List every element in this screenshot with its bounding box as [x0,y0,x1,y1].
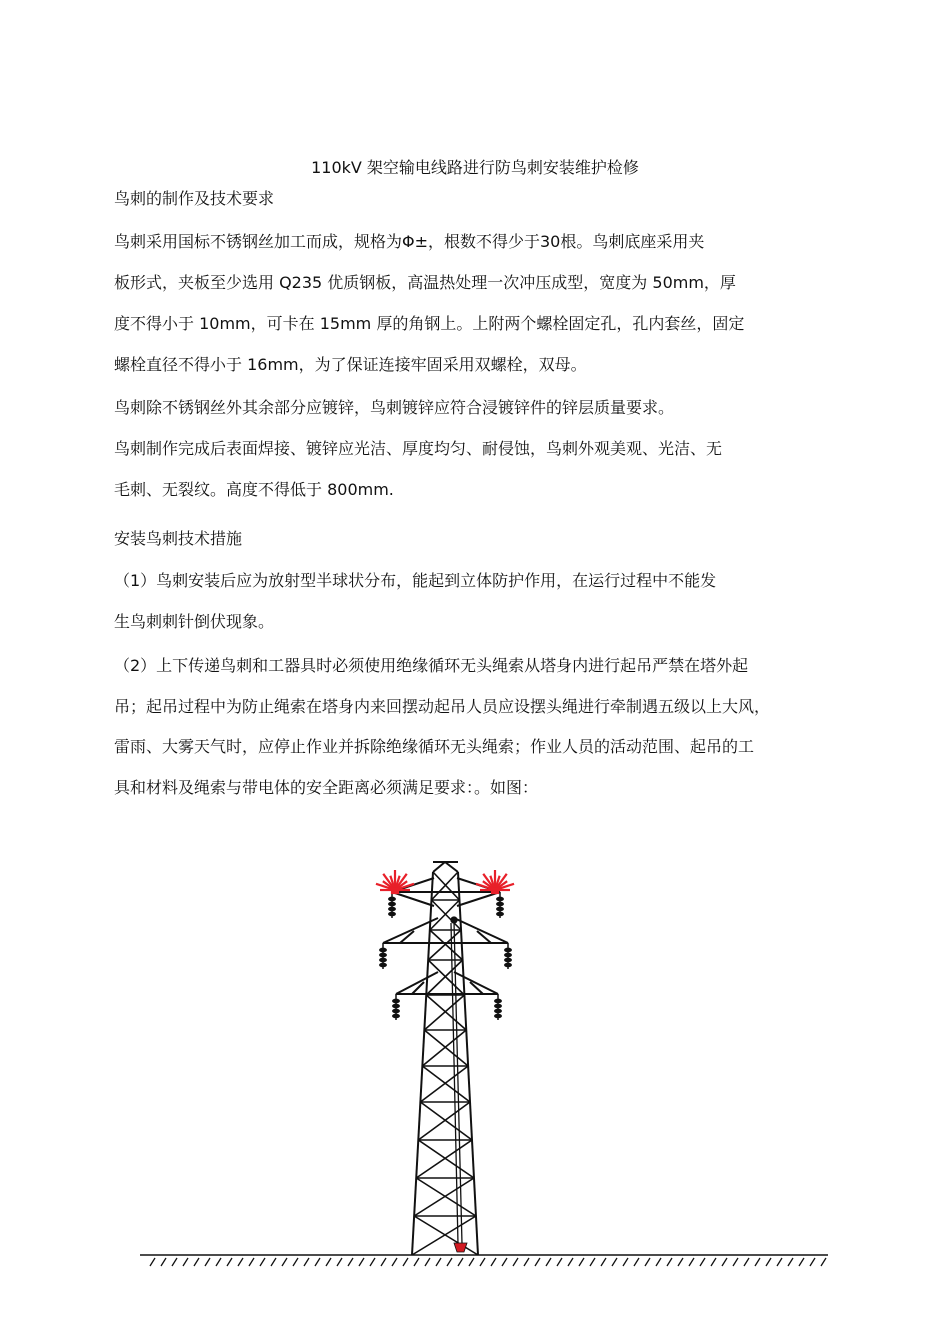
ground-hatch [183,1258,188,1266]
insulator-disc [380,953,386,956]
bird-spike-base [492,889,498,893]
tower-brace [424,995,464,1030]
list-item-line: 生鸟刺刺针倒伏现象。 [114,612,275,631]
list-item-line: 雷雨、大雾天气时，应停止作业并拆除绝缘循环无头绳索；作业人员的活动范围、起吊的工 [114,737,755,756]
list-item-line: （2）上下传递鸟刺和工器具时必须使用绝缘循环无头绳索从塔身内进行起吊严禁在塔外起 [114,656,749,675]
ground-hatch [337,1258,342,1266]
tower-brace [431,900,461,930]
ground-hatch [172,1258,177,1266]
ground-hatch [271,1258,276,1266]
ground-hatch [392,1258,397,1266]
ground-hatch [557,1258,562,1266]
ground-hatch [601,1258,606,1266]
ground-hatch [546,1258,551,1266]
ground-hatch [755,1258,760,1266]
ground-hatch [689,1258,694,1266]
insulators [380,892,511,1020]
bird-spike-left-icon [376,870,414,893]
document-title: 110kV 架空输电线路进行防鸟刺安装维护检修 [311,158,639,177]
ground-hatch [304,1258,309,1266]
paragraph-line: 板形式，夹板至少选用 Q235 优质钢板，高温热处理一次冲压成型，宽度为 50mm，厚 [114,273,736,292]
ground-hatch [788,1258,793,1266]
ground-hatch [194,1258,199,1266]
ground-hatch [623,1258,628,1266]
tower-brace [428,930,461,960]
tower-brace [431,872,458,900]
section-heading-installation: 安装鸟刺技术措施 [114,529,243,548]
tower-brace [414,1216,478,1255]
ground-hatch [590,1258,595,1266]
ground-hatch [513,1258,518,1266]
insulator-disc [497,902,503,905]
insulator-disc [495,999,501,1002]
ground-hatch [260,1258,265,1266]
ground-hatch [810,1258,815,1266]
tower-body [412,862,478,1255]
bird-spike-right-icon [476,870,514,893]
insulator-disc [389,902,395,905]
ground-hatch [469,1258,474,1266]
ground-hatch [535,1258,540,1266]
ground-hatch [150,1258,155,1266]
tower-brace [422,1066,470,1102]
ground-hatch [249,1258,254,1266]
ground-hatch [447,1258,452,1266]
ground-hatch [744,1258,749,1266]
tower-brace [428,960,464,995]
ground-hatch [491,1258,496,1266]
ground-hatch [502,1258,507,1266]
paragraph-galvanize: 鸟刺除不锈钢丝外其余部分应镀锌，鸟刺镀锌应符合浸镀锌件的锌层质量要求。 [114,398,675,417]
insulator-disc [389,912,395,915]
insulator-disc [389,907,395,910]
ground-hatch [381,1258,386,1266]
tower-brace [420,1102,472,1140]
tower-brace [412,1216,476,1255]
ground-hatch [821,1258,826,1266]
paragraph-line: 鸟刺制作完成后表面焊接、镀锌应光洁、厚度均匀、耐侵蚀，鸟刺外观美观、光洁、无 [114,439,723,458]
ground-hatch [205,1258,210,1266]
tower-brace [416,1178,476,1216]
ground-hatch [667,1258,672,1266]
ground-hatch [612,1258,617,1266]
paragraph-line: 螺栓直径不得小于 16mm，为了保证连接牢固采用双螺栓，双母。 [114,355,587,374]
tower-brace [416,1140,472,1178]
tower-brace [426,995,466,1030]
bird-spike-base [392,889,398,893]
ground-hatch [238,1258,243,1266]
ground-hatch [766,1258,771,1266]
tower-brace [418,1102,470,1140]
insulator-disc [495,1004,501,1007]
list-item-line: 具和材料及绳索与带电体的安全距离必须满足要求：。如图： [114,778,539,797]
ground-hatch [425,1258,430,1266]
list-item-line: 吊；起吊过程中为防止绳索在塔身内来回摆动起吊人员应设摆头绳进行牵制遇五级以上大风， [114,697,771,716]
ground-hatch [777,1258,782,1266]
paragraph-line: 度不得小于 10mm，可卡在 15mm 厚的角钢上。上附两个螺栓固定孔，孔内套丝，固定 [114,314,745,333]
ground-hatch [524,1258,529,1266]
tower-figure [130,850,840,1280]
insulator-disc [505,958,511,961]
insulator-disc [393,1009,399,1012]
paragraph-line: 毛刺、无裂纹。高度不得低于 800mm. [114,480,394,499]
insulator-disc [393,999,399,1002]
tower-brace [422,1030,466,1066]
ground-hatch [700,1258,705,1266]
ground-hatch [293,1258,298,1266]
ground-hatch [568,1258,573,1266]
ground-hatch [216,1258,221,1266]
tower-brace [420,1066,468,1102]
insulator-disc [393,1014,399,1017]
ground-hatch [480,1258,485,1266]
tower-brace [430,900,460,930]
ground-hatch [458,1258,463,1266]
insulator-disc [497,907,503,910]
ground-hatch [579,1258,584,1266]
paragraph-line: 鸟刺采用国标不锈钢丝加工而成，规格为Φ±，根数不得少于30根。鸟刺底座采用夹 [114,232,705,251]
insulator-disc [505,948,511,951]
tower-brace [433,872,459,900]
ground-hatch [359,1258,364,1266]
ground-hatch [733,1258,738,1266]
insulator-disc [505,963,511,966]
insulator-disc [505,953,511,956]
ground-hatch [282,1258,287,1266]
ground-hatch [326,1258,331,1266]
ground-hatch [799,1258,804,1266]
section-heading-production: 鸟刺的制作及技术要求 [114,189,275,208]
ground-hatch [656,1258,661,1266]
tower-brace [418,1140,474,1178]
ground-hatch [414,1258,419,1266]
ground-hatch [315,1258,320,1266]
ground-hatch [227,1258,232,1266]
insulator-disc [495,1014,501,1017]
insulator-disc [380,963,386,966]
tower-brace [430,930,463,960]
ground-hatch [711,1258,716,1266]
tower-brace [424,1030,468,1066]
ground-hatch [348,1258,353,1266]
ground-line [140,1255,828,1266]
ground-hatch [161,1258,166,1266]
ground-hatch [722,1258,727,1266]
insulator-disc [497,897,503,900]
insulator-disc [389,897,395,900]
ground-hatch [436,1258,441,1266]
insulator-disc [380,948,386,951]
insulator-disc [380,958,386,961]
list-item-line: （1）鸟刺安装后应为放射型半球状分布，能起到立体防护作用，在运行过程中不能发 [114,571,717,590]
ground-hatch [403,1258,408,1266]
lifting-bucket-icon [454,1243,467,1252]
ground-hatch [370,1258,375,1266]
ground-hatch [678,1258,683,1266]
tower-brace [414,1178,474,1216]
tower-brace [426,960,462,995]
ground-hatch [634,1258,639,1266]
ground-hatch [645,1258,650,1266]
insulator-disc [495,1009,501,1012]
insulator-disc [393,1004,399,1007]
insulator-disc [497,912,503,915]
